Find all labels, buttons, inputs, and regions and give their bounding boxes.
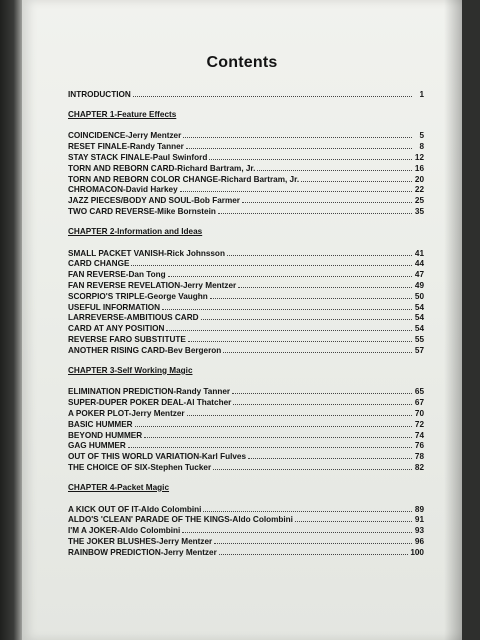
toc-entry-title: JAZZ PIECES/BODY AND SOUL-Bob Farmer (68, 196, 240, 206)
dot-leader (218, 212, 412, 214)
toc-entry-title: BEYOND HUMMER (68, 430, 143, 440)
toc-entry-page: 44 (414, 259, 424, 269)
dot-leader (133, 95, 412, 97)
toc-entry-page: 74 (414, 430, 424, 440)
toc-entry-title: THE JOKER BLUSHES-Jerry Mentzer (68, 536, 213, 546)
toc-entry-title: CHROMACON-David Harkey (68, 185, 178, 195)
toc-entry-page: 54 (414, 302, 424, 312)
dot-leader (232, 392, 412, 394)
toc-entry-page: 22 (414, 185, 424, 195)
toc-entry (68, 546, 424, 557)
table-of-contents (68, 88, 424, 557)
toc-entry (68, 322, 424, 333)
toc-entry-page: 12 (414, 152, 424, 162)
toc-entry-introduction (68, 88, 424, 99)
toc-entry-page: 100 (410, 547, 424, 557)
toc-entry-title: ELIMINATION PREDICTION-Randy Tanner (68, 387, 231, 397)
toc-entry-title: STAY STACK FINALE-Paul Swinford (68, 152, 208, 162)
dot-leader (201, 318, 412, 320)
toc-entry (68, 503, 424, 514)
toc-entry-title: TWO CARD REVERSE-Mike Bornstein (68, 206, 216, 216)
toc-entry-page: 54 (414, 313, 424, 323)
toc-entry-title: TORN AND REBORN COLOR CHANGE-Richard Bartram, Jr. (68, 174, 300, 184)
toc-entry (68, 429, 424, 440)
toc-entry (68, 535, 424, 546)
dot-leader (203, 510, 412, 512)
toc-entry-title: A KICK OUT OF IT-Aldo Colombini (68, 504, 202, 514)
toc-entry-page: 78 (414, 452, 424, 462)
toc-entry (68, 396, 424, 407)
toc-entry-page: 93 (414, 526, 424, 536)
toc-entry-title: SCORPIO'S TRIPLE-George Vaughn (68, 291, 208, 301)
toc-entry (68, 450, 424, 461)
dot-leader (128, 446, 412, 448)
toc-entry (68, 194, 424, 205)
toc-entry-title: A POKER PLOT-Jerry Mentzer (68, 408, 185, 418)
toc-entry-title: FAN REVERSE REVELATION-Jerry Mentzer (68, 280, 237, 290)
toc-entry-page: 65 (414, 387, 424, 397)
toc-entry (68, 524, 424, 535)
toc-entry-page: 55 (414, 334, 424, 344)
toc-entry (68, 344, 424, 355)
toc-entry-page: 50 (414, 291, 424, 301)
toc-entry-title: REVERSE FARO SUBSTITUTE (68, 334, 186, 344)
dot-leader (135, 425, 412, 427)
toc-entry-title: I'M A JOKER-Aldo Colombini (68, 526, 181, 536)
dot-leader (301, 180, 412, 182)
dot-leader (168, 275, 412, 277)
toc-entry-page: 72 (414, 419, 424, 429)
chapter-heading: CHAPTER 2-Information and Ideas (68, 226, 203, 236)
dot-leader (248, 457, 412, 459)
toc-entry-title: CARD AT ANY POSITION (68, 324, 165, 334)
toc-entry (68, 418, 424, 429)
toc-entry (68, 184, 424, 195)
toc-entry-page: 70 (414, 408, 424, 418)
dot-leader (144, 436, 412, 438)
toc-entry (68, 162, 424, 173)
toc-entry-page: 57 (414, 345, 424, 355)
toc-entry (68, 140, 424, 151)
dot-leader (257, 169, 412, 171)
toc-entry (68, 173, 424, 184)
chapter-heading: CHAPTER 4-Packet Magic (68, 482, 170, 492)
toc-entry (68, 279, 424, 290)
dot-leader (223, 351, 412, 353)
toc-entry (68, 151, 424, 162)
toc-entry-title: BASIC HUMMER (68, 419, 133, 429)
dot-leader (187, 414, 412, 416)
toc-entry-page: 89 (414, 504, 424, 514)
toc-entry-title: ANOTHER RISING CARD-Bev Bergeron (68, 345, 222, 355)
toc-entry-page: 76 (414, 441, 424, 451)
toc-entry-title: THE CHOICE OF SIX-Stephen Tucker (68, 462, 212, 472)
toc-entry-title: TORN AND REBORN CARD-Richard Bartram, Jr. (68, 163, 256, 173)
page-shadow (444, 0, 462, 640)
dot-leader (131, 264, 412, 266)
toc-entry (68, 312, 424, 323)
toc-entry-page: 49 (414, 280, 424, 290)
toc-entry-page: 8 (419, 142, 424, 152)
toc-entry-page: 47 (414, 270, 424, 280)
dot-leader (180, 190, 412, 192)
toc-entry-page: 91 (414, 515, 424, 525)
toc-entry (68, 290, 424, 301)
toc-entry-page: 16 (414, 163, 424, 173)
toc-entry-page: 96 (414, 536, 424, 546)
dot-leader (295, 520, 412, 522)
toc-entry (68, 258, 424, 269)
toc-entry-title: CARD CHANGE (68, 259, 130, 269)
toc-entry-title: SUPER-DUPER POKER DEAL-Al Thatcher (68, 398, 232, 408)
toc-entry-page: 5 (419, 131, 424, 141)
toc-entry-title: SMALL PACKET VANISH-Rick Johnsson (68, 248, 225, 258)
toc-entry (68, 514, 424, 525)
toc-entry-title: RAINBOW PREDICTION-Jerry Mentzer (68, 547, 217, 557)
chapter-heading: CHAPTER 1-Feature Effects (68, 109, 177, 119)
toc-entry-page: 67 (414, 398, 424, 408)
toc-entry-title: ALDO'S 'CLEAN' PARADE OF THE KINGS-Aldo Colombini (68, 515, 293, 525)
dot-leader (210, 297, 412, 299)
dot-leader (242, 201, 412, 203)
toc-entry-page: 1 (419, 89, 424, 99)
dot-leader (233, 403, 412, 405)
toc-entry-title: OUT OF THIS WORLD VARIATION-Karl Fulves (68, 452, 247, 462)
toc-entry (68, 205, 424, 216)
page-title: Contents (206, 54, 278, 71)
dot-leader (213, 468, 412, 470)
dot-leader (214, 542, 412, 544)
toc-entry-title: INTRODUCTION (68, 89, 131, 99)
toc-entry-title: USEFUL INFORMATION (68, 302, 161, 312)
toc-entry-page: 35 (414, 206, 424, 216)
toc-entry-page: 25 (414, 196, 424, 206)
toc-entry-page: 82 (414, 462, 424, 472)
toc-entry (68, 247, 424, 258)
toc-entry (68, 440, 424, 451)
dot-leader (183, 136, 412, 138)
toc-entry (68, 407, 424, 418)
chapter-heading: CHAPTER 3-Self Working Magic (68, 365, 193, 375)
toc-entry-title: GAG HUMMER (68, 441, 126, 451)
toc-entry-title: LARREVERSE-AMBITIOUS CARD (68, 313, 199, 323)
dot-leader (166, 329, 412, 331)
toc-entry-page: 41 (414, 248, 424, 258)
toc-entry-title: COINCIDENCE-Jerry Mentzer (68, 131, 182, 141)
toc-entry (68, 130, 424, 141)
toc-entry (68, 268, 424, 279)
dot-leader (238, 286, 412, 288)
dot-leader (209, 158, 412, 160)
dot-leader (162, 308, 412, 310)
toc-entry-title: FAN REVERSE-Dan Tong (68, 270, 166, 280)
toc-entry (68, 301, 424, 312)
dot-leader (227, 254, 412, 256)
toc-entry-title: RESET FINALE-Randy Tanner (68, 142, 184, 152)
dot-leader (188, 340, 412, 342)
toc-entry (68, 333, 424, 344)
dot-leader (186, 147, 412, 149)
dot-leader (182, 531, 412, 533)
toc-entry (68, 386, 424, 397)
book-page (22, 0, 462, 640)
toc-entry-page: 54 (414, 324, 424, 334)
toc-entry (68, 461, 424, 472)
dot-leader (219, 553, 409, 555)
toc-entry-page: 20 (414, 174, 424, 184)
chapter-list (68, 110, 424, 557)
